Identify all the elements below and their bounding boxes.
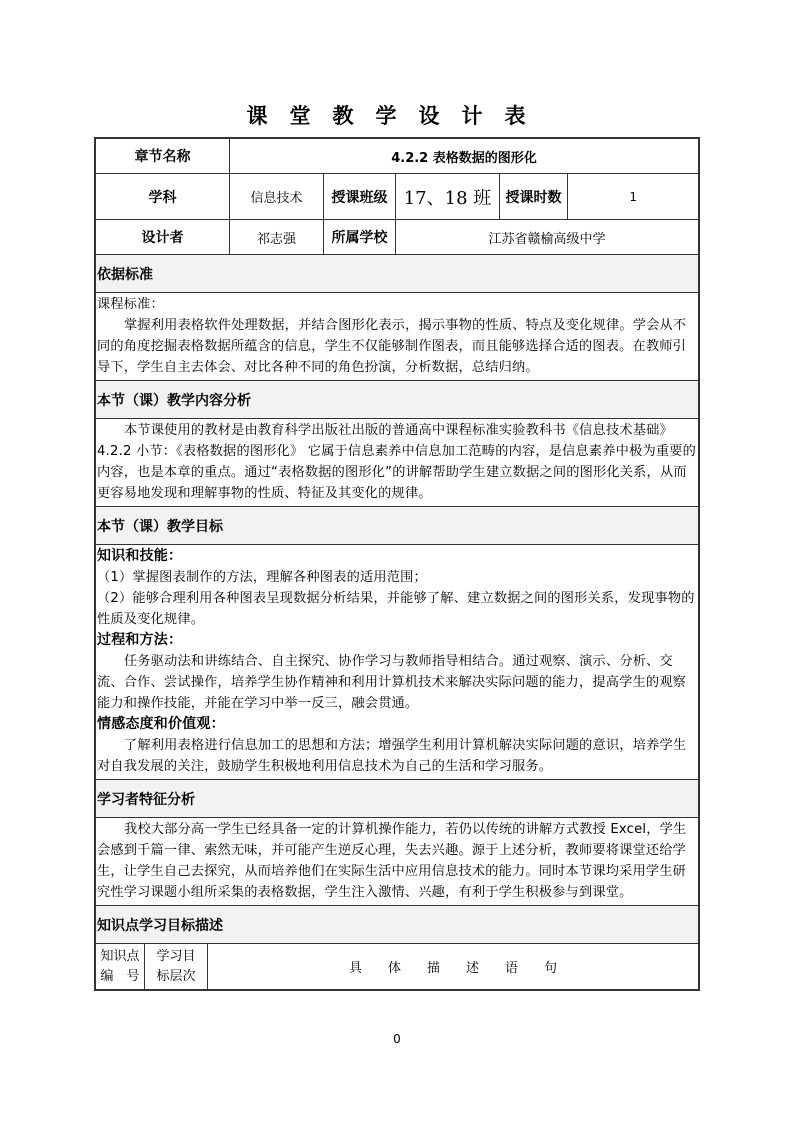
school-value: 江苏省赣榆高级中学 [488,231,606,247]
section-body-learner [96,818,698,906]
subject-label: 学科 [96,174,230,219]
class-label: 授课班级 [324,174,396,219]
basis-lead: 课程标准： [97,297,164,312]
school-label: 所属学校 [324,220,396,254]
chapter-value: 4.2.2 表格数据的图形化 [391,150,537,166]
designer-row [96,220,698,255]
process-title: 过程和方法： [97,632,183,648]
knowledge-title: 知识和技能： [97,548,183,564]
kp-level-header-line1: 学习目 [156,948,196,964]
kp-level-header-line2: 标层次 [156,968,196,984]
knowledge-item-1: （1）掌握图表制作的方法，理解各种图表的适用范围； [97,570,427,585]
subject-value: 信息技术 [230,174,324,219]
section-heading-goals: 本节（课）教学目标 [96,507,698,545]
emotion-paragraph: 了解利用表格进行信息加工的思想和方法；增强学生利用计算机解决实际问题的意识，培养学生对自我发展的关注，鼓励学生积极地利用信息技术为自己的生活和学习服务。 [97,738,687,774]
hours-label: 授课时数 [500,174,568,219]
designer-value: 祁志强 [230,220,324,254]
learner-paragraph: 我校大部分高一学生已经具备一定的计算机操作能力，若仍以传统的讲解方式教授 Excel，学生会感到千篇一律、索然无味，并可能产生逆反心理，失去兴趣。源于上述分析，教师要将课堂还给学生，让学生自己去探究，从而培养他们在实际生活中应用信息技术的能力。同时本节课均采用学生研究性学习课题小组所采集的表格数据，学生注入激情、兴趣，有利于学生积极参与到课堂。 [97,822,687,900]
kp-number-header-line2: 编 号 [100,968,140,984]
process-paragraph: 任务驱动法和讲练结合、自主探究、协作学习与教师指导相结合。通过观察、演示、分析、交流、合作、尝试操作，培养学生协作精神和利用计算机技术来解决实际问题的能力，提高学生的观察能力和操作技能，并能在学习中举一反三，融会贯通。 [97,654,687,711]
section-body-basis [96,293,698,381]
kp-number-header [96,944,145,989]
hours-value: 1 [629,189,637,204]
kp-number-header-line1: 知识点 [100,948,140,964]
section-heading-learner: 学习者特征分析 [96,780,698,818]
emotion-title: 情感态度和价值观： [97,716,225,732]
designer-label: 设计者 [96,220,230,254]
chapter-label: 章节名称 [96,139,230,173]
subject-row [96,174,698,220]
content-paragraph: 本节课使用的教材是由教育科学出版社出版的普通高中课程标准实验教科书《信息技术基础》4.2.2 小节：《表格数据的图形化》 它属于信息素养中信息加工范畴的内容，是信息素养中极为重要的内容，也是本章的重点。通过“表格数据的图形化”的讲解帮助学生建立数据之间的图形化关系，从而更容易地发现和理解事物的性质、特征及其变化的规律。 [97,423,697,501]
kp-level-header [145,944,208,989]
basis-paragraph: 掌握利用表格软件处理数据，并结合图形化表示，揭示事物的性质、特点及变化规律。学会从不同的角度挖掘表格数据所蕴含的信息，学生不仅能够制作图表，而且能够选择合适的图表。在教师引导下，学生自主去体会、对比各种不同的角色扮演，分析数据，总结归纳。 [97,318,687,375]
chapter-row [96,139,698,174]
section-body-goals [96,545,698,780]
lesson-design-table [94,137,700,991]
section-body-content [96,419,698,507]
section-heading-knowledge-points: 知识点学习目标描述 [96,906,698,944]
page-number: 0 [393,1032,401,1046]
section-heading-basis: 依据标准 [96,255,698,293]
class-value: 17、18 班 [396,174,500,219]
page-title: 课堂教学设计表 [246,103,548,128]
knowledge-item-2: （2）能够合理利用各种图表呈现数据分析结果，并能够了解、建立数据之间的图形关系，发现事物的性质及变化规律。 [97,591,695,627]
knowledge-point-header-row [96,944,698,989]
kp-description-header: 具 体 描 述 语 句 [348,961,557,976]
section-heading-content: 本节（课）教学内容分析 [96,381,698,419]
